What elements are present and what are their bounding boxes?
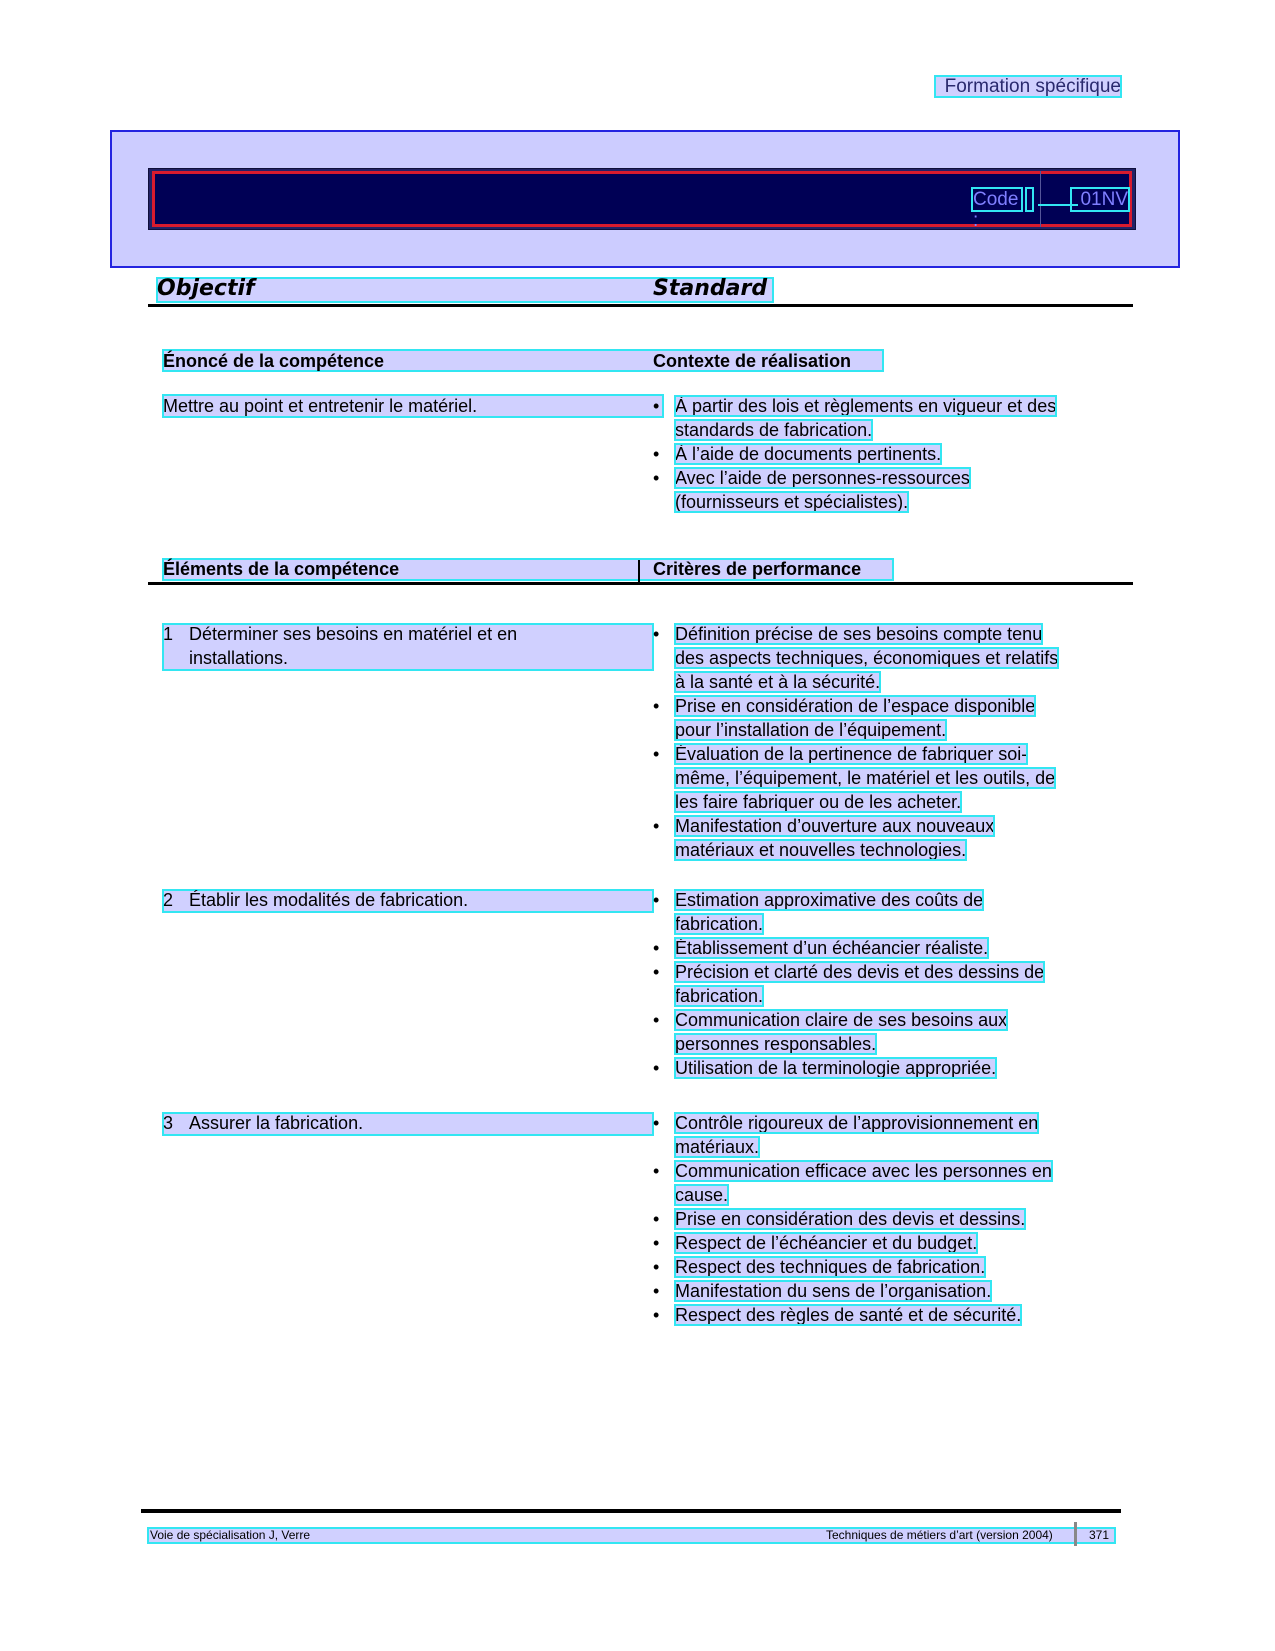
contexte-label: Contexte de réalisation	[653, 351, 852, 371]
elements-label: Éléments de la compétence	[163, 559, 400, 579]
enonce-label: Énoncé de la compétence	[163, 351, 385, 371]
criterion-line: Évaluation de la pertinence de fabriquer soi-	[675, 744, 1028, 764]
criterion-item	[653, 1056, 1123, 1080]
criterion-item	[653, 1159, 1123, 1207]
criterion-line: Respect des techniques de fabrication.	[675, 1257, 986, 1277]
criteria-list	[653, 888, 1123, 1080]
element-text	[189, 1111, 659, 1135]
criterion-item	[653, 1111, 1123, 1159]
criterion-line: cause.	[675, 1185, 729, 1205]
objectif-title: Objectif	[157, 276, 255, 301]
criterion-line: Communication claire de ses besoins aux	[675, 1010, 1008, 1030]
criterion-line: personnes responsables.	[675, 1034, 877, 1054]
criterion-line: standards de fabrication.	[675, 420, 873, 440]
criterion-item	[653, 1303, 1123, 1327]
criterion-item	[653, 622, 1123, 694]
criterion-line: Prise en considération des devis et dessins.	[675, 1209, 1026, 1229]
criterion-line: Estimation approximative des coûts de	[675, 890, 984, 910]
criterion-line: Établissement d’un échéancier réaliste.	[675, 938, 989, 958]
criterion-item	[653, 1279, 1123, 1303]
criterion-item	[653, 466, 1123, 514]
criterion-line: À l’aide de documents pertinents.	[675, 444, 942, 464]
criterion-line: Précision et clarté des devis et des dessins de	[675, 962, 1045, 982]
element-text	[189, 622, 659, 670]
criterion-line: des aspects techniques, économiques et relatifs	[675, 648, 1059, 668]
criterion-line: pour l’installation de l’équipement.	[675, 720, 947, 740]
criterion-item	[653, 888, 1123, 936]
code-value: 01NV	[1072, 189, 1128, 210]
criterion-item	[653, 1008, 1123, 1056]
element-number: 3	[163, 1113, 174, 1133]
code-separator	[1027, 189, 1032, 210]
criterion-line: Communication efficace avec les personnes en	[675, 1161, 1052, 1181]
criteria-list	[653, 622, 1123, 862]
criterion-line: matériaux.	[675, 1137, 760, 1157]
criterion-line: Contrôle rigoureux de l’approvisionnement en	[675, 1113, 1039, 1133]
mid-rule	[148, 582, 1133, 585]
criterion-line: à la santé et à la sécurité.	[675, 672, 881, 692]
code-label: Code :	[973, 189, 1021, 210]
formation-label: Formation spécifique	[935, 76, 1121, 97]
criterion-item	[653, 394, 1123, 442]
criterion-line: À partir des lois et règlements en vigueur et des	[675, 396, 1057, 416]
criterion-line: Utilisation de la terminologie appropriée.	[675, 1058, 997, 1078]
top-rule	[148, 304, 1133, 307]
criterion-line: Manifestation d’ouverture aux nouveaux	[675, 816, 995, 836]
criterion-item	[653, 960, 1123, 1008]
element-text-line: Déterminer ses besoins en matériel et en	[189, 624, 518, 644]
header-divider	[1040, 171, 1041, 227]
footer-rule	[141, 1509, 1121, 1513]
criterion-line: matériaux et nouvelles technologies.	[675, 840, 967, 860]
element-text-line: Assurer la fabrication.	[189, 1113, 364, 1133]
criterion-line: même, l’équipement, le matériel et les outils, de	[675, 768, 1056, 788]
page-number: 371	[1089, 1528, 1110, 1542]
element-number: 2	[163, 890, 174, 910]
criterion-item	[653, 694, 1123, 742]
criterion-line: (fournisseurs et spécialistes).	[675, 492, 909, 512]
criteria-list	[653, 1111, 1123, 1327]
footer-separator	[1074, 1522, 1077, 1546]
footer-left: Voie de spécialisation J, Verre	[150, 1528, 311, 1542]
criterion-line: Avec l’aide de personnes-ressources	[675, 468, 970, 488]
criterion-line: Manifestation du sens de l’organisation.	[675, 1281, 992, 1301]
criterion-line: fabrication.	[675, 914, 764, 934]
standard-title: Standard	[653, 276, 768, 301]
criterion-line: Respect de l’échéancier et du budget.	[675, 1233, 978, 1253]
criterion-line: Respect des règles de santé et de sécurité.	[675, 1305, 1022, 1325]
criterion-line: les faire fabriquer ou de les acheter.	[675, 792, 962, 812]
criterion-item	[653, 742, 1123, 814]
criterion-item	[653, 936, 1123, 960]
criterion-item	[653, 1255, 1123, 1279]
contexte-list	[653, 394, 1123, 514]
criterion-line: Prise en considération de l’espace disponible	[675, 696, 1036, 716]
element-text	[189, 888, 659, 912]
criterion-item	[653, 1231, 1123, 1255]
criteres-label: Critères de performance	[653, 559, 862, 579]
footer-right: Techniques de métiers d’art (version 2004)	[826, 1528, 1053, 1542]
criterion-item	[653, 814, 1123, 862]
criterion-item	[653, 442, 1123, 466]
competence-statement: Mettre au point et entretenir le matériel.	[163, 396, 478, 416]
header-tick	[638, 560, 640, 582]
criterion-line: Définition précise de ses besoins compte tenu	[675, 624, 1043, 644]
element-number: 1	[163, 624, 174, 644]
element-text-line: installations.	[189, 648, 289, 668]
criterion-line: fabrication.	[675, 986, 764, 1006]
element-text-line: Établir les modalités de fabrication.	[189, 890, 469, 910]
criterion-item	[653, 1207, 1123, 1231]
